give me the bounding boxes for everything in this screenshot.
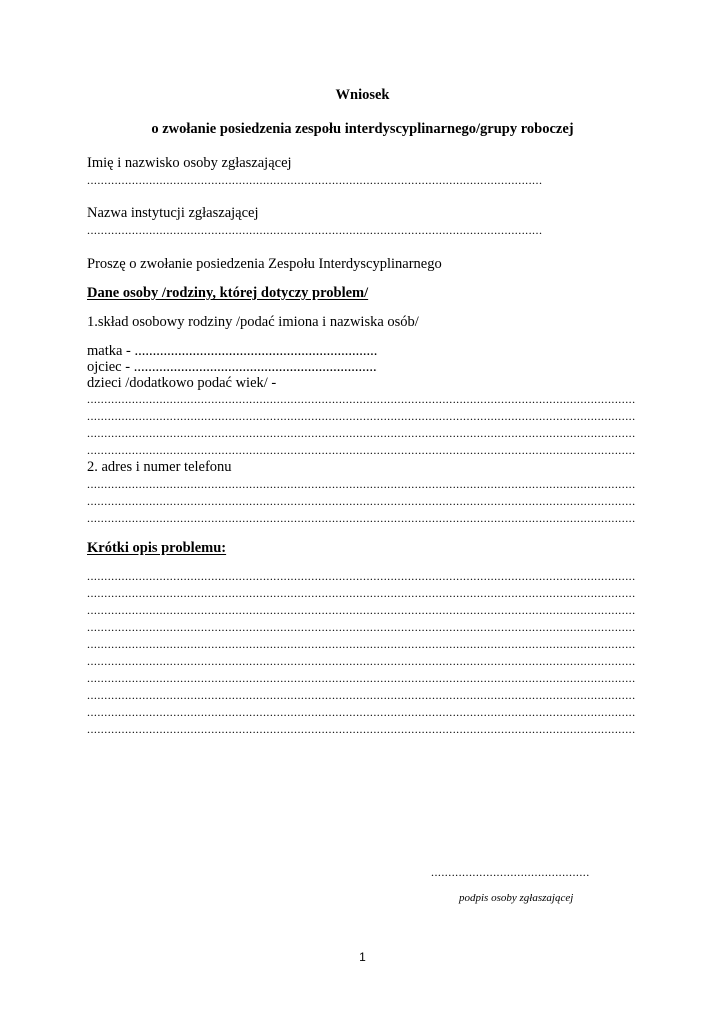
children-line: ............................................................................................................................................................... [87,392,636,406]
problem-line: ............................................................................................................................................................... [87,603,636,617]
family-section-heading: Dane osoby /rodziny, której dotyczy problem/ [87,285,369,301]
problem-line: ............................................................................................................................................................... [87,569,636,583]
document-title: Wniosek [335,87,390,103]
address-phone-item: 2. adres i numer telefonu [87,459,232,475]
problem-line: ............................................................................................................................................................... [87,620,636,634]
applicant-name-label: Imię i nazwisko osoby zgłaszającej [87,155,292,171]
problem-line: ............................................................................................................................................................... [87,654,636,668]
address-line: ............................................................................................................................................................... [87,477,636,491]
applicant-name-line: .................................................................................................................................... [87,173,543,187]
problem-line: ............................................................................................................................................................... [87,586,636,600]
children-line: ............................................................................................................................................................... [87,443,636,457]
children-line: ............................................................................................................................................................... [87,409,636,423]
problem-line: ............................................................................................................................................................... [87,722,636,736]
children-line: ............................................................................................................................................................... [87,426,636,440]
document-subtitle: o zwołanie posiedzenia zespołu interdyscyplinarnego/grupy roboczej [151,121,574,137]
children-label: dzieci /dodatkowo podać wiek/ - [87,375,277,391]
family-members-item: 1.skład osobowy rodziny /podać imiona i nazwiska osób/ [87,314,419,330]
father-label: ojciec - ................................................................... [87,359,377,375]
problem-line: ............................................................................................................................................................... [87,637,636,651]
institution-line: .................................................................................................................................... [87,223,543,237]
request-text: Proszę o zwołanie posiedzenia Zespołu Interdyscyplinarnego [87,256,442,272]
problem-section-heading: Krótki opis problemu: [87,540,227,556]
signature-caption: podpis osoby zgłaszającej [459,892,574,904]
problem-line: ............................................................................................................................................................... [87,671,636,685]
mother-label: matka - ................................................................... [87,343,378,359]
problem-line: ............................................................................................................................................................... [87,705,636,719]
address-line: ............................................................................................................................................................... [87,511,636,525]
problem-line: ............................................................................................................................................................... [87,688,636,702]
institution-label: Nazwa instytucji zgłaszającej [87,205,259,221]
address-line: ............................................................................................................................................................... [87,494,636,508]
page-number: 1 [359,950,366,964]
signature-line: .............................................. [431,865,590,879]
